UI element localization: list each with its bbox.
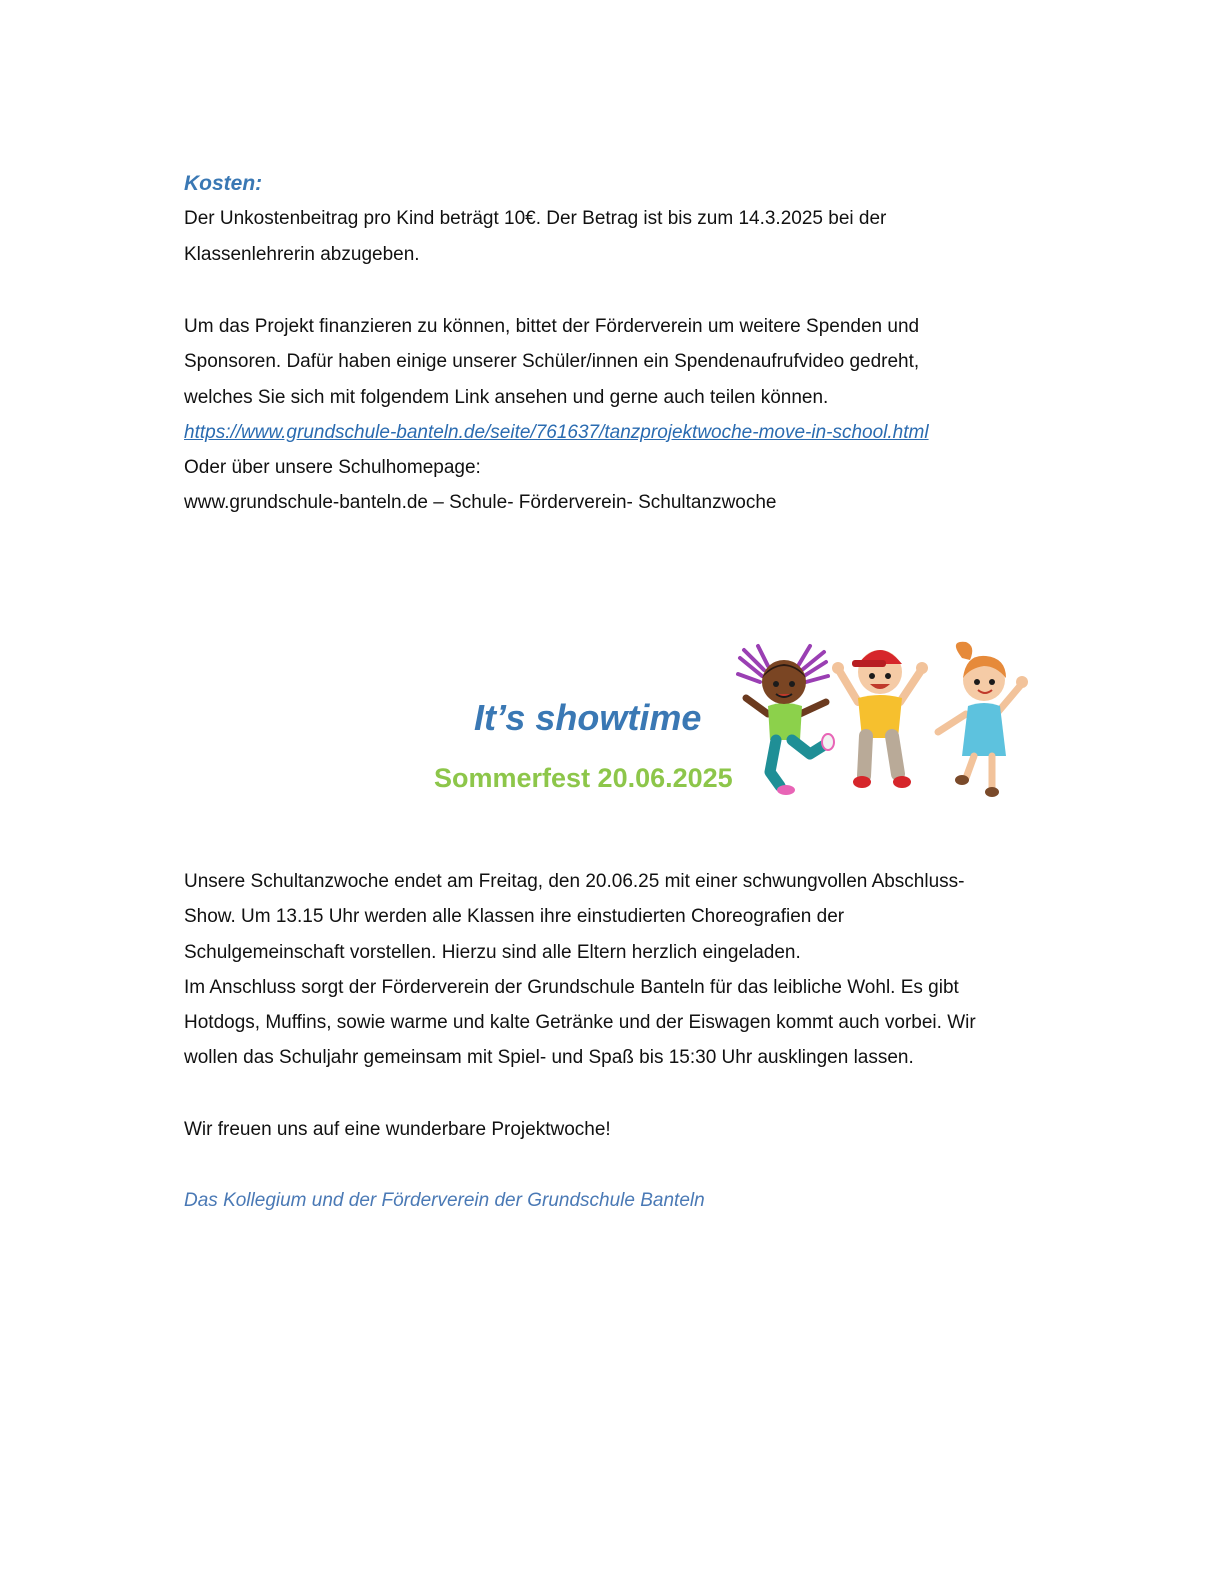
kid-girl-braids-icon [738, 646, 834, 795]
costs-section [184, 166, 1064, 272]
kid-boy-cap-icon [832, 650, 928, 788]
dancing-kids-illustration [730, 636, 1030, 802]
costs-line-2: Klassenlehrerin abzugeben. [184, 243, 420, 265]
donation-line-3: welches Sie sich mit folgendem Link ansehen und gerne auch teilen können. [184, 386, 829, 408]
costs-line-1: Der Unkostenbeitrag pro Kind beträgt 10€. Der Betrag ist bis zum 14.3.2025 bei der [184, 208, 887, 230]
donation-line-2: Sponsoren. Dafür haben einige unserer Schüler/innen ein Spendenaufrufvideo gedreht, [184, 351, 920, 373]
event-line-6: wollen das Schuljahr gemeinsam mit Spiel- und Spaß bis 15:30 Uhr ausklingen lassen. [184, 1047, 914, 1069]
event-line-5: Hotdogs, Muffins, sowie warme und kalte Getränke und der Eiswagen kommt auch vorbei. Wir [184, 1012, 976, 1034]
school-homepage-text: www.grundschule-banteln.de – Schule- Förderverein- Schultanzwoche [184, 492, 777, 514]
donation-line-1: Um das Projekt finanzieren zu können, bittet der Förderverein um weitere Spenden und [184, 316, 920, 337]
event-line-3: Schulgemeinschaft vorstellen. Hierzu sind alle Eltern herzlich eingeladen. [184, 941, 801, 963]
donation-section [184, 309, 1064, 521]
video-link[interactable]: https://www.grundschule-banteln.de/seite/761637/tanzprojektwoche-move-in-school.html [184, 421, 929, 443]
signature-section [184, 1183, 1064, 1218]
event-line-1: Unsere Schultanzwoche endet am Freitag, den 20.06.25 mit einer schwungvollen Abschluss- [184, 871, 965, 892]
closing-section [184, 1112, 1064, 1147]
kid-girl-ponytail-icon [938, 642, 1028, 797]
showtime-title: It’s showtime [474, 697, 702, 738]
signature: Das Kollegium und der Förderverein der Grundschule Banteln [184, 1190, 705, 1211]
closing-line: Wir freuen uns auf eine wunderbare Projektwoche! [184, 1119, 611, 1140]
event-line-4: Im Anschluss sorgt der Förderverein der Grundschule Banteln für das leibliche Wohl. Es gibt [184, 976, 959, 998]
event-section [184, 864, 1064, 1076]
donation-line-4: Oder über unsere Schulhomepage: [184, 457, 481, 479]
showtime-subtitle: Sommerfest 20.06.2025 [434, 763, 733, 793]
costs-heading: Kosten: [184, 172, 263, 195]
event-line-2: Show. Um 13.15 Uhr werden alle Klassen ihre einstudierten Choreografien der [184, 906, 845, 928]
